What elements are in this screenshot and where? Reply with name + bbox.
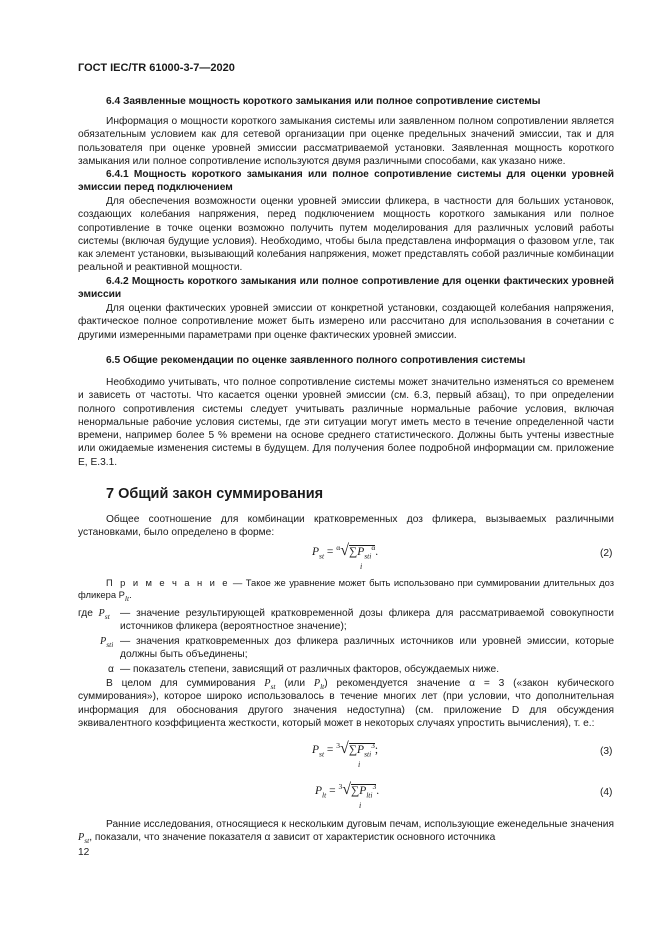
- section-7-intro: Общее соотношение для комбинации кратковременных доз фликера, вызываемых различными установками, было определено в форме:: [78, 514, 614, 539]
- document-page: ГОСТ IEC/TR 61000-3-7—2020 6.4 Заявленные мощность короткого замыкания или полное сопротивление системы Информация о мощности короткого замыкания системы или заявленном полном сопротивлении является обязательным условием как для сетевой организации при оценке предельных значений эмиссии, так и для пользователя при оценке уровней эмиссии рассматриваемой установки. Заявленная мощность короткого замыкания или полное сопротивление используются двумя различными способами, как указано ниже. 6.4.1 Мощность короткого замыкания или полное сопротивление системы для оценки уровней эмиссии перед подключением Для обеспечения возможности оценки уровней эмиссии фликера, в частности для больших установок, создающих колебания напряжения, перед подключением мощность короткого замыкания или полное сопротивление в точке оценки возможно получить путем моделирования для различных условий работы системы (включая будущие условия). Необходимо, чтобы была представлена информация о фазовом угле, так как элемент установки, вызывающий колебания напряжения, может представлять собой различные комбинации реальной и реактивной мощности. 6.4.2 Мощность короткого замыкания или полное сопротивление для оценки фактических уровней эмиссии Для оценки фактических уровней эмиссии от конкретной установки, создающей колебания напряжения, фактическое полное сопротивление может быть измерено или рассчитано для использования в сочетании с другими измеренными параметрами при оценке фактических уровней эмиссии. 6.5 Общие рекомендации по оценке заявленного полного сопротивления системы Необходимо учитывать, что полное сопротивление системы может значительно изменяться со временем и зависеть от частоты. Что касается оценки уровней эмиссии (см. 6.3, первый абзац), то при определении полного сопротивления системы следует учитывать различные нормальные рабочие условия, включая ненормальные рабочие условия системы, где эти ситуации могут иметь место в течение определенной части времени, например более 5 % времени на основе среднего статистического. Должны быть учтены известные или ожидаемые изменения системы в будущем. Для получения более подробной информации см. приложение Е, Е.3.1. 7 Общий закон суммирования Общее соотношение для комбинации кратковременных доз фликера, вызываемых различными установками, было определено в форме: $P_{st} = ^\alpha√\sum P_{sti}^\alpha$. i (2) П р и м е ч а н и е — Такое же уравнение может быть использовано при суммировании длительных доз фликера $P_{lt}$. где $P_{st}$ — значение результирующей кратковременной дозы фликера для рассматриваемой совокупности источников фликера (вероятностное значение); $P_{sti}$ — значения кратковременных доз фликера различных источников или уровней эмиссии, которые должны быть объединены; α — показатель степени, зависящий от различных факторов, обсуждаемых ниже. В целом для суммирования $P_{st}$ (или $P_{lt}$) рекомендуется значение α = 3 («закон кубического суммирования»), которое широко использовалось в течение многих лет (при условии, что дополнительная информация для обоснования другого значения недоступна) (см. приложение D для обсуждения эквивалентного коэффициента жесткости, который может в некоторых случаях упростить вычисления), т. е.: $P_{st} = ^3√\sum P_{sti}^3$; i (3) $P_{lt} = ^3√\sum P_{lti}^3$. i (4) Ранние исследования, относящиеся к нескольким дуговым печам, использующие еженедельные значения $P_{st}$, показали, что значение показателя α зависит от характеристик основного источника 12: [0, 0, 661, 935]
- document-header: ГОСТ IEC/TR 61000-3-7—2020: [78, 62, 235, 74]
- section-6-4-2-heading: 6.4.2 Мощность короткого замыкания или полное сопротивление для оценки фактических уровней эмиссии: [78, 276, 614, 301]
- section-6-5-paragraph: Необходимо учитывать, что полное сопротивление системы может значительно изменяться со временем и зависеть от частоты. Что касается оценки уровней эмиссии (см. 6.3, первый абзац), то при определении полного сопротивления системы следует учитывать различные нормальные рабочие условия, включая ненормальные рабочие условия системы, где эти ситуации могут иметь место в течение определенной части времени, например более 5 % времени на основе среднего статистического. Должны быть учтены известные или ожидаемые изменения системы в будущем. Для получения более подробной информации см. приложение Е, Е.3.1.: [78, 377, 614, 468]
- section-6-4-paragraph: Информация о мощности короткого замыкания системы или заявленном полном сопротивлении является обязательным условием как для сетевой организации при оценке предельных значений эмиссии, так и для пользователя при оценке уровней эмиссии рассматриваемой установки. Заявленная мощность короткого замыкания или полное сопротивление используются двумя различными способами, как указано ниже.: [78, 116, 614, 167]
- equation-2: $P_{st} = ^\alpha√\sum P_{sti}^\alpha$. i: [312, 542, 379, 571]
- section-6-4-heading: 6.4 Заявленные мощность короткого замыкания или полное сопротивление системы: [106, 96, 541, 107]
- section-6-4-1-paragraph: Для обеспечения возможности оценки уровней эмиссии фликера, в частности для больших установок, создающих колебания напряжения, перед подключением мощность короткого замыкания или полное сопротивление в точке оценки возможно получить путем моделирования для различных условий работы системы (включая будущие условия). Необходимо, чтобы была представлена информация о фазовом угле, так как элемент установки, вызывающий колебания напряжения, может представлять собой различные комбинации реальной и реактивной мощности.: [78, 196, 614, 274]
- section-7-paragraph-2: В целом для суммирования $P_{st}$ (или $P_{lt}$) рекомендуется значение α = 3 («закон кубического суммирования»), которое широко использовалось в течение многих лет (при условии, что дополнительная информация для обоснования другого значения недоступна) (см. приложение D для обсуждения эквивалентного коэффициента жесткости, который может в некоторых случаях упростить вычисления), т. е.:: [78, 678, 614, 729]
- equation-2-number: (2): [600, 548, 613, 559]
- equation-3-number: (3): [600, 746, 613, 757]
- section-6-4-2-paragraph: Для оценки фактических уровней эмиссии от конкретной установки, создающей колебания напряжения, фактическое полное сопротивление может быть измерено или рассчитано для использования в сочетании с другими измеренными параметрами при оценке фактических уровней эмиссии.: [78, 303, 614, 341]
- note: П р и м е ч а н и е — Такое же уравнение может быть использовано при суммировании длительных доз фликера $P_{lt}$.: [78, 577, 614, 603]
- section-7-paragraph-3: Ранние исследования, относящиеся к нескольким дуговым печам, использующие еженедельные значения $P_{st}$, показали, что значение показателя α зависит от характеристик основного источника: [78, 819, 614, 846]
- section-7-heading: 7 Общий закон суммирования: [106, 486, 324, 502]
- page-number: 12: [78, 847, 90, 858]
- equation-4: $P_{lt} = ^3√\sum P_{lti}^3$. i: [315, 781, 380, 810]
- section-6-5-heading: 6.5 Общие рекомендации по оценке заявленного полного сопротивления системы: [106, 355, 526, 366]
- equation-4-number: (4): [600, 787, 613, 798]
- section-6-4-1-heading: 6.4.1 Мощность короткого замыкания или полное сопротивление системы для оценки уровней эмиссии перед подключением: [78, 169, 614, 194]
- equation-3: $P_{st} = ^3√\sum P_{sti}^3$; i: [312, 740, 379, 769]
